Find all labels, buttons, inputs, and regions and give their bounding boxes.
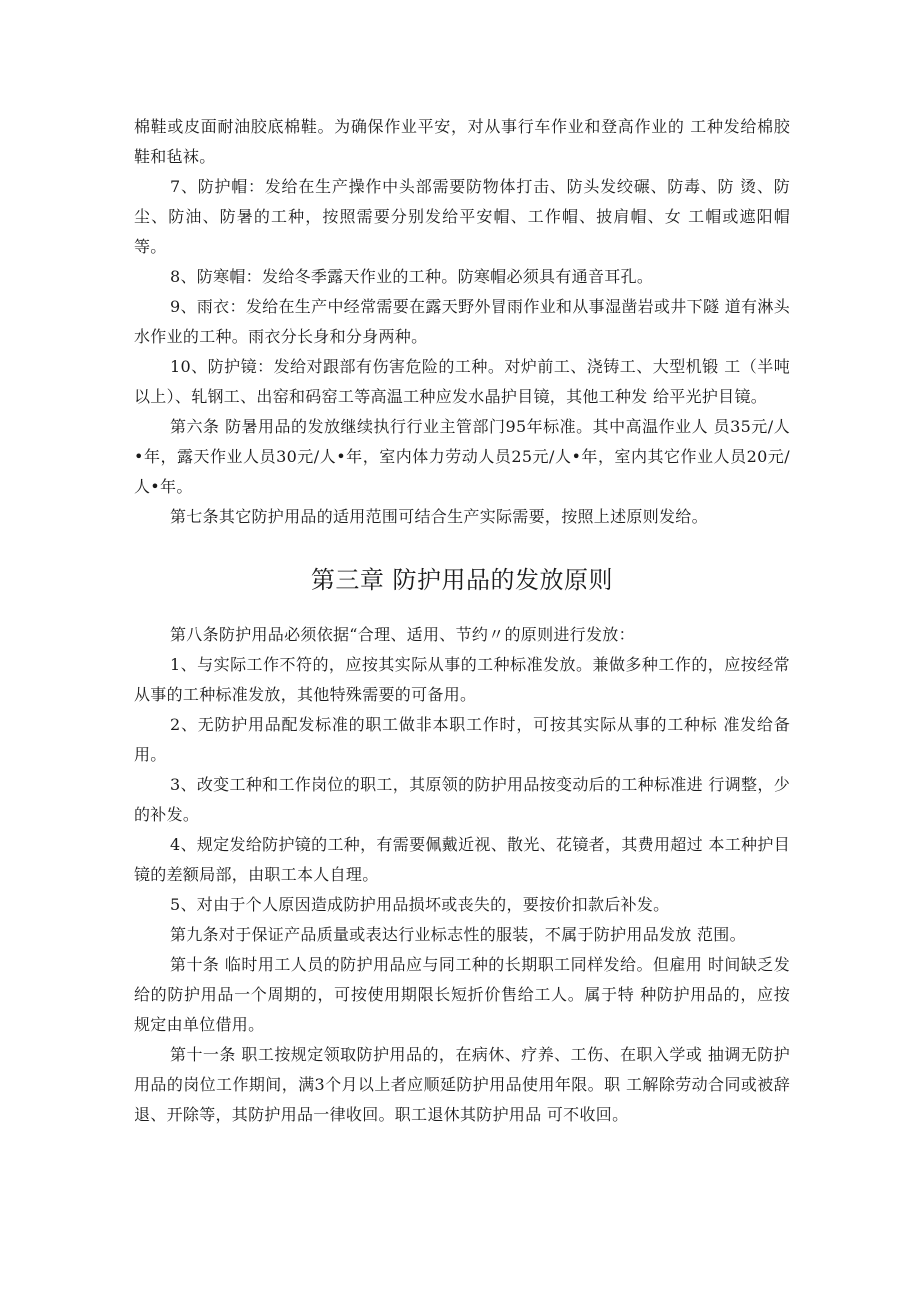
paragraph-rule-5: 5、对由于个人原因造成防护用品损坏或丧失的，要按价扣款后补发。 [170, 895, 670, 914]
paragraph-rule-4: 4、规定发给防护镜的工种，有需要佩戴近视、散光、花镜者，其费用超过 本工种护目镜的差额局部，由职工本人自理。 [134, 835, 790, 884]
document-page [134, 112, 790, 1130]
paragraph-article-6: 第六条 防暑用品的发放继续执行行业主管部门95年标准。其中高温作业人 员35元/人•年，露天作业人员30元/人•年，室内体力劳动人员25元/人•年，室内其它作业人员20元/人•年。 [134, 417, 790, 496]
paragraph-item-7: 7、防护帽：发给在生产操作中头部需要防物体打击、防头发绞碾、防毒、防 烫、防尘、防油、防暑的工种，按照需要分别发给平安帽、工作帽、披肩帽、女 工帽或遮阳帽等。 [134, 177, 790, 256]
paragraph-item-8: 8、防寒帽：发给冬季露天作业的工种。防寒帽必须具有通音耳孔。 [170, 267, 654, 286]
paragraph-rule-2: 2、无防护用品配发标准的职工做非本职工作时，可按其实际从事的工种标 准发给备用。 [134, 715, 790, 764]
paragraph-article-9: 第九条对于保证产品质量或表达行业标志性的服装，不属于防护用品发放 范围。 [170, 925, 746, 944]
paragraph-article-10: 第十条 临时用工人员的防护用品应与同工种的长期职工同样发给。但雇用 时间缺乏发给的防护用品一个周期的，可按使用期限长短折价售给工人。属于特 种防护用品的，应按规定由单位借用。 [134, 955, 790, 1034]
paragraph-item-10: 10、防护镜：发给对跟部有伤害危险的工种。对炉前工、浇铸工、大型机锻 工（半吨以上）、轧钢工、出窑和码窑工等高温工种应发水晶护目镜，其他工种发 给平光护目镜。 [134, 357, 790, 406]
paragraph-article-8: 第八条防护用品必须依据“合理、适用、节约〃的原则进行发放： [170, 625, 635, 644]
paragraph-continuation: 棉鞋或皮面耐油胶底棉鞋。为确保作业平安，对从事行车作业和登高作业的 工种发给棉胶鞋和毡袜。 [134, 117, 790, 166]
paragraph-rule-1: 1、与实际工作不符的，应按其实际从事的工种标准发放。兼做多种工作的，应按经常从事的工种标准发放，其他特殊需要的可备用。 [134, 655, 790, 704]
chapter-title: 第三章 防护用品的发放原则 [310, 566, 614, 594]
paragraph-article-11: 第十一条 职工按规定领取防护用品的，在病休、疗养、工伤、在职入学或 抽调无防护用品的岗位工作期间，满3个月以上者应顺延防护用品使用年限。职 工解除劳动合同或被辞退、开除等，其防护用品一律收回。职工退休其防护用品 可不收回。 [134, 1045, 790, 1124]
paragraph-rule-3: 3、改变工种和工作岗位的职工，其原领的防护用品按变动后的工种标准进 行调整，少的补发。 [134, 775, 790, 824]
paragraph-item-9: 9、雨衣：发给在生产中经常需要在露天野外冒雨作业和从事湿凿岩或井下隧 道有淋头水作业的工种。雨衣分长身和分身两种。 [134, 297, 790, 346]
paragraph-article-7: 第七条其它防护用品的适用范围可结合生产实际需要，按照上述原则发给。 [170, 507, 708, 526]
